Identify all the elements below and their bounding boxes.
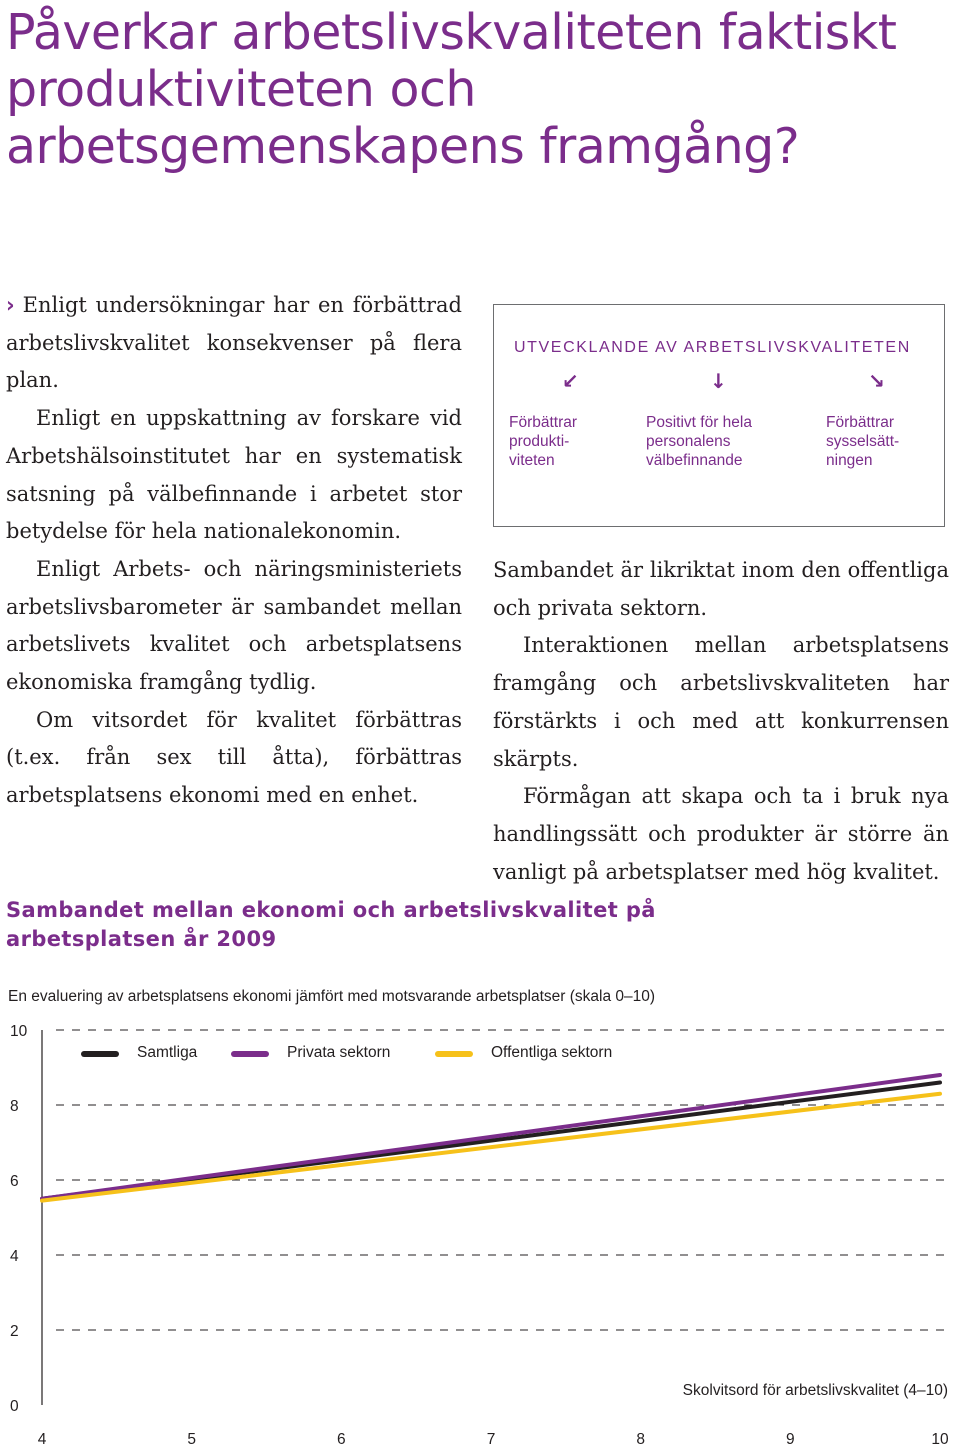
info-box-item-productivity: Förbättrar produkti- viteten [509,414,578,469]
right-column [493,552,949,891]
arrow-down-left-icon: ↙ [562,369,579,393]
right-paragraph-1: Sambandet är likriktat inom den offentliga och privata sektorn. [493,558,949,620]
legend-label: Offentliga sektorn [491,1044,613,1061]
legend-label: Privata sektorn [287,1044,391,1061]
y-tick-label: 10 [10,1023,28,1040]
x-tick-label: 4 [37,1431,47,1448]
y-tick-label: 0 [10,1398,19,1415]
legend-label: Samtliga [137,1044,198,1061]
info-box-item-wellbeing: Positivt för hela personalens välbefinnande [646,414,752,469]
left-paragraph-2: Enligt en uppskattning av forskare vid Arbetshälsoinstitutet har en systematisk satsning på välbefinnande i arbetet stor betydelse för hela nationalekonomin. [6,406,462,544]
x-tick-label: 7 [486,1431,496,1448]
x-tick-label: 10 [931,1431,949,1448]
x-tick-label: 6 [337,1431,346,1448]
y-tick-label: 8 [10,1098,19,1115]
info-box-title: UTVECKLANDE AV ARBETSLIVSKVALITETEN [514,339,911,356]
left-column [6,287,462,815]
chart-y-ticks [10,1023,28,1415]
info-box-item-employment: Förbättrar sysselsätt- ningen [826,414,900,469]
page-title: Påverkar arbetslivskvaliteten faktiskt produktiviteten och arbetsgemenskapens framgång? [6,4,897,175]
chart-grid [42,1030,948,1405]
chart-title: Sambandet mellan ekonomi och arbetslivskvalitet på arbetsplatsen år 2009 [6,898,656,951]
arrow-down-right-icon: ↘ [868,369,885,393]
left-paragraph-3: Enligt Arbets- och näringsministeriets arbetslivsbarometer är sambandet mellan arbetslivets kvalitet och arbetsplatsens ekonomiska framgång tydlig. [6,556,462,695]
left-paragraph-1-text: Enligt undersökningar har en förbättrad arbetslivskvalitet konsekvenser på flera plan. [6,293,462,393]
left-paragraph-1 [6,287,462,400]
right-paragraph-2: Interaktionen mellan arbetsplatsens framgång och arbetslivskvaliteten har förstärkts i och med att konkurrensen skärpts. [493,633,949,771]
x-tick-label: 9 [786,1431,795,1448]
x-tick-label: 8 [636,1431,645,1448]
chart-legend [84,1044,612,1061]
chart-series [42,1075,940,1201]
chart-y-axis-label: En evaluering av arbetsplatsens ekonomi jämfört med motsvarande arbetsplatser (skala 0–10) [8,988,656,1005]
x-tick-label: 5 [187,1431,196,1448]
y-tick-label: 2 [10,1323,19,1340]
series-line [42,1094,940,1201]
chart-x-ticks [38,1431,949,1448]
right-paragraph-3: Förmågan att skapa och ta i bruk nya handlingssätt och produkter är större än vanligt på arbetsplatser med hög kvalitet. [493,784,949,884]
chart-x-axis-label: Skolvitsord för arbetslivskvalitet (4–10) [682,1382,948,1399]
y-tick-label: 6 [10,1173,19,1190]
left-paragraph-4: Om vitsordet för kvalitet förbättras (t.ex. från sex till åtta), förbättras arbetsplatsens ekonomi med en enhet. [6,707,462,808]
arrow-down-icon: ↓ [710,369,727,393]
y-tick-label: 4 [10,1248,19,1265]
info-box [493,304,945,527]
chevron-right-icon: › [6,293,15,317]
line-chart [0,1010,960,1449]
